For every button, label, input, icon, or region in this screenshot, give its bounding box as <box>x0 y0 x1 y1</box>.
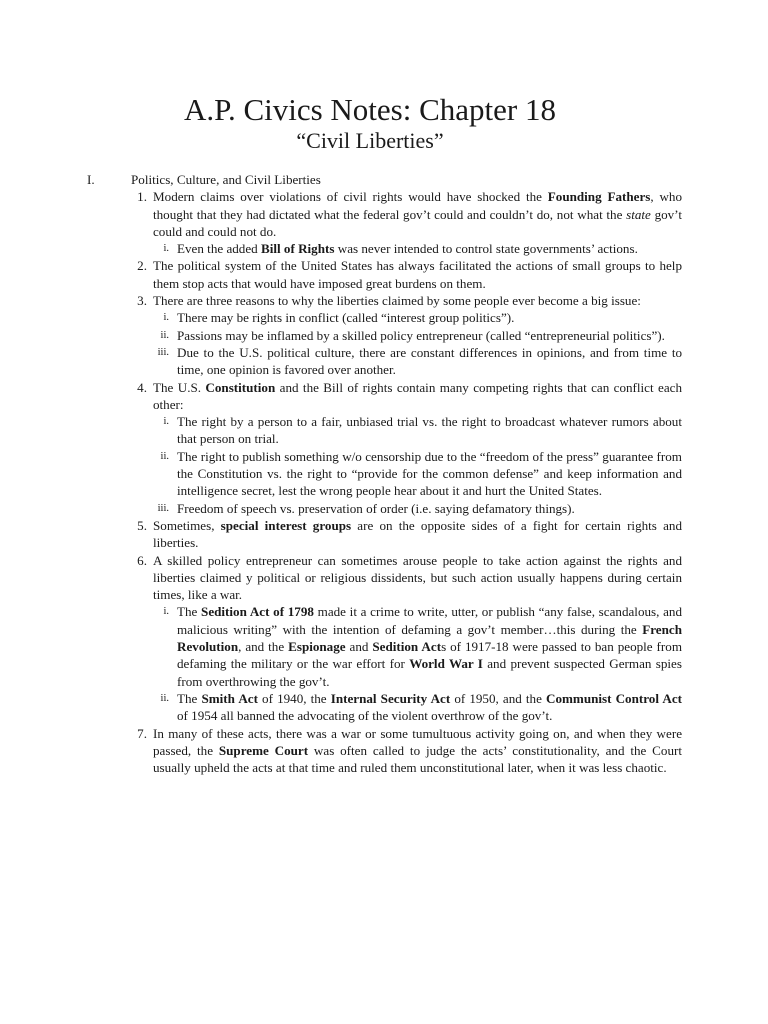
sub-list <box>131 240 682 257</box>
bold-term: Constitution <box>205 379 276 395</box>
list-item-number: 5. <box>137 517 147 533</box>
sub-item-text <box>177 309 682 326</box>
bold-term: Smith Act <box>201 690 258 706</box>
sub-item-text <box>177 240 682 257</box>
sub-item-number: i. <box>163 416 169 428</box>
sub-item-text <box>177 690 682 725</box>
sub-list <box>131 309 682 378</box>
text-segment: of 1940, the <box>257 690 331 706</box>
sub-item-number: i. <box>163 606 169 618</box>
list-item-number: 1. <box>137 189 147 205</box>
sub-item-text <box>177 603 682 689</box>
bold-term: Founding Fathers <box>547 189 651 205</box>
sub-list-item <box>131 309 682 326</box>
list-item <box>131 552 682 725</box>
sub-list-item <box>131 690 682 725</box>
bold-term: Bill of Rights <box>260 241 335 257</box>
text-segment: The right to publish something w/o censorship due to the “freedom of the press” guarantee from the Constitution vs. the right to “provide for the common defense” and keep information and intelligence secret, lest the wrong people hear about it and hurt the United States. <box>177 448 682 499</box>
list-item-row <box>131 552 682 604</box>
list-item-number: 4. <box>137 379 147 395</box>
sub-item-text <box>177 327 682 344</box>
text-segment: There may be rights in conflict (called “interest group politics”). <box>177 310 515 326</box>
text-segment: , who thought that they had dictated what the federal gov’t could and couldn’t do, not what the <box>153 189 682 222</box>
bold-term: Espionage <box>288 639 346 655</box>
italic-term: state <box>626 206 651 222</box>
section-heading <box>87 171 682 188</box>
list-item-text <box>153 517 682 552</box>
text-segment: The U.S. <box>153 379 206 395</box>
text-segment: s of 1917-18 were passed to ban people from defaming the military or the war effort for <box>177 639 682 672</box>
text-segment: Due to the U.S. political culture, there are constant differences in opinions, and from time to time, one opinion is favored over another. <box>177 344 682 378</box>
bold-term: Supreme Court <box>218 742 309 758</box>
sub-list-item <box>131 413 682 448</box>
list-item-number: 3. <box>137 293 147 309</box>
list-item <box>131 188 682 257</box>
list-item-text <box>153 188 682 240</box>
bold-term: Sedition Act <box>372 639 442 655</box>
list-item-row <box>131 292 682 309</box>
bold-term: Internal Security Act <box>330 690 451 706</box>
list-item-row <box>131 188 682 240</box>
bold-term: World War I <box>409 656 483 672</box>
bold-term: French Revolution <box>177 621 682 655</box>
text-segment: of 1954 all banned the advocating of the violent overthrow of the gov’t. <box>177 708 553 724</box>
sub-item-text <box>177 500 682 517</box>
list-item <box>131 257 682 292</box>
text-segment: Modern claims over violations of civil rights would have shocked the <box>153 189 548 205</box>
sub-list-item <box>131 603 682 689</box>
sub-item-number: ii. <box>160 692 169 704</box>
text-segment: A skilled policy entrepreneur can sometimes arouse people to take action against the rights and liberties claimed y political or religious dissidents, but such action usually happens during certain times, like a war. <box>153 552 682 603</box>
sub-list <box>131 413 682 517</box>
sub-list-item <box>131 240 682 257</box>
sub-item-text <box>177 448 682 500</box>
text-segment: The political system of the United States has always facilitated the actions of small groups to help them stop acts that would have imposed great burdens on them. <box>153 258 682 291</box>
text-segment: Even the added <box>177 241 261 257</box>
list-item-number: 6. <box>137 552 147 568</box>
sub-item-number: iii. <box>157 502 169 514</box>
page-subtitle: “Civil Liberties” <box>296 128 444 153</box>
bold-term: special interest groups <box>220 517 352 533</box>
outline-items <box>87 188 682 776</box>
list-item-row <box>131 379 682 414</box>
list-item-row <box>131 257 682 292</box>
outline-section <box>87 171 682 776</box>
bold-term: Sedition Act of 1798 <box>201 604 314 620</box>
sub-list-item <box>131 500 682 517</box>
text-segment: The <box>177 690 202 706</box>
list-item-text <box>153 257 682 292</box>
page-title: A.P. Civics Notes: Chapter 18 <box>184 92 556 127</box>
text-segment: of 1950, and the <box>450 690 546 706</box>
sub-list <box>131 603 682 724</box>
text-segment: was never intended to control state governments’ actions. <box>334 241 638 257</box>
list-item-text <box>153 725 682 777</box>
sub-item-text <box>177 344 682 379</box>
list-item-text <box>153 552 682 604</box>
list-item <box>131 292 682 378</box>
text-segment: , and the <box>238 639 289 655</box>
sub-list-item <box>131 448 682 500</box>
text-segment: and <box>345 639 373 655</box>
list-item-row <box>131 517 682 552</box>
text-segment: gov’t could and could not do. <box>153 206 682 239</box>
list-item-text <box>153 379 682 414</box>
sub-item-text <box>177 413 682 448</box>
section-title: Politics, Culture, and Civil Liberties <box>131 172 321 187</box>
sub-item-number: ii. <box>160 450 169 462</box>
text-segment: Passions may be inflamed by a skilled policy entrepreneur (called “entrepreneurial politics”). <box>177 327 665 343</box>
text-segment: are on the opposite sides of a fight for certain rights and liberties. <box>153 517 682 551</box>
sub-item-number: i. <box>163 312 169 324</box>
text-segment: The <box>177 604 202 620</box>
list-item <box>131 379 682 517</box>
sub-list-item <box>131 344 682 379</box>
bold-term: Communist Control Act <box>546 690 682 706</box>
text-segment: Sometimes, <box>153 517 221 533</box>
list-item <box>131 725 682 777</box>
text-segment: and prevent suspected German spies from overthrowing the gov’t. <box>177 656 682 689</box>
text-segment: In many of these acts, there was a war or some tumultuous activity going on, and when they were passed, the <box>153 725 682 758</box>
sub-item-number: iii. <box>157 346 169 358</box>
text-segment: There are three reasons to why the liberties claimed by some people ever become a big issue: <box>153 293 641 309</box>
list-item-number: 2. <box>137 258 147 274</box>
list-item <box>131 517 682 552</box>
list-item-text <box>153 292 682 309</box>
sub-list-item <box>131 327 682 344</box>
sub-item-number: ii. <box>160 329 169 341</box>
text-segment: and the Bill of rights contain many competing rights that can conflict each other: <box>153 379 682 412</box>
list-item-row <box>131 725 682 777</box>
text-segment: The right by a person to a fair, unbiased trial vs. the right to broadcast whatever rumors about that person on trial. <box>177 414 682 447</box>
text-segment: was often called to judge the acts’ constitutionality, and the Court usually upheld the acts at that time and ruled them unconstitutional later, when it was less chaotic. <box>153 742 682 776</box>
section-number: I. <box>87 172 95 187</box>
sub-item-number: i. <box>163 243 169 255</box>
text-segment: Freedom of speech vs. preservation of order (i.e. saying defamatory things). <box>177 500 575 516</box>
list-item-number: 7. <box>137 725 147 741</box>
text-segment: made it a crime to write, utter, or publish “any false, scandalous, and malicious writing” with the intention of defaming a gov’t member…this during the <box>177 604 682 637</box>
